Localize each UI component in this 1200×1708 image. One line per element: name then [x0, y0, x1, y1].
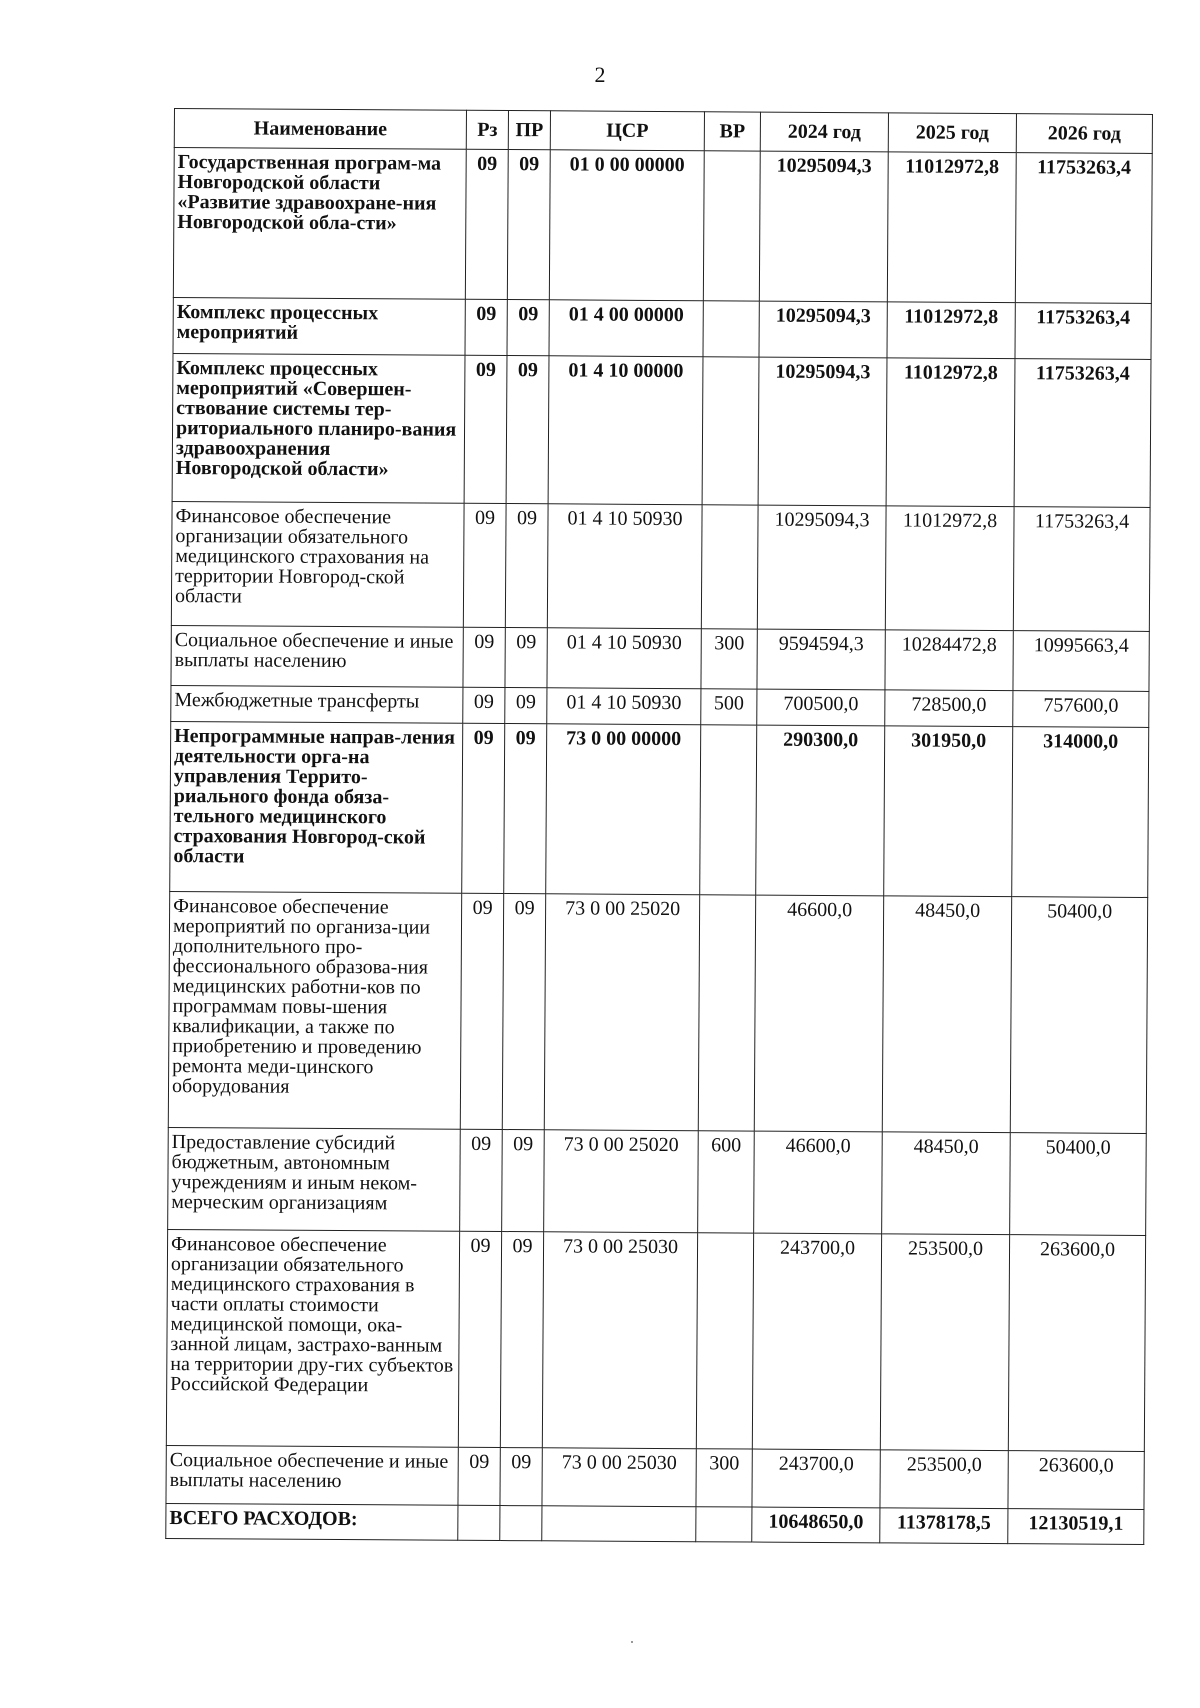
row-2024: 46600,0 — [754, 895, 883, 1132]
row-rz: 09 — [460, 1129, 503, 1231]
row-2026: 11753263,4 — [1014, 359, 1151, 508]
row-csr: 01 4 10 00000 — [548, 356, 703, 505]
row-vr: 500 — [701, 689, 757, 725]
row-2024: 10295094,3 — [757, 505, 886, 630]
table-row — [171, 685, 1149, 727]
table-row — [171, 501, 1150, 631]
page-number: 2 — [594, 62, 606, 87]
scan-speck — [631, 1641, 633, 1643]
row-rz: 09 — [465, 299, 507, 355]
row-pr: 09 — [502, 894, 545, 1130]
header-csr: ЦСР — [550, 111, 704, 151]
row-2025: 11012972,8 — [887, 152, 1016, 303]
row-name: Комплекс процессных мероприятий — [173, 297, 465, 355]
row-2026: 10995663,4 — [1013, 631, 1149, 692]
total-label: ВСЕГО РАСХОДОВ: — [166, 1503, 458, 1540]
row-2026: 11753263,4 — [1015, 303, 1151, 360]
row-2026: 263600,0 — [1008, 1451, 1144, 1510]
row-vr — [703, 301, 759, 357]
row-name: Предоставление субсидий бюджетным, автономным учреждениям и иным неком-мерческим организациям — [168, 1127, 461, 1231]
table-row — [168, 891, 1147, 1133]
table-row — [170, 721, 1149, 897]
row-rz: 09 — [458, 1231, 501, 1447]
table-row — [172, 353, 1151, 507]
row-pr: 09 — [500, 1448, 542, 1506]
row-2024: 243700,0 — [752, 1449, 880, 1508]
row-pr: 09 — [505, 628, 547, 688]
header-pr: ПР — [508, 111, 550, 150]
row-vr — [698, 895, 755, 1131]
row-2025: 48450,0 — [882, 896, 1011, 1133]
row-csr: 73 0 00 25020 — [544, 894, 699, 1131]
row-pr: 09 — [505, 504, 548, 628]
row-csr: 01 4 10 50930 — [547, 688, 701, 725]
row-name: Межбюджетные трансферты — [171, 685, 463, 723]
table-row — [168, 1127, 1147, 1235]
row-pr: 09 — [504, 724, 547, 894]
header-rz: Рз — [466, 110, 508, 149]
header-2026: 2026 год — [1016, 114, 1152, 154]
row-2025: 11012972,8 — [886, 358, 1015, 507]
row-2025: 10284472,8 — [885, 630, 1013, 691]
row-vr — [702, 357, 759, 505]
row-2024: 9594594,3 — [757, 629, 885, 690]
row-2025: 253500,0 — [880, 1234, 1009, 1451]
row-csr: 73 0 00 25030 — [542, 1448, 696, 1507]
row-rz: 09 — [463, 687, 505, 723]
row-csr: 01 4 00 00000 — [549, 300, 703, 357]
row-2025: 253500,0 — [880, 1450, 1008, 1509]
row-2025: 301950,0 — [884, 726, 1013, 897]
row-csr: 73 0 00 00000 — [546, 724, 701, 895]
row-vr — [703, 151, 760, 301]
row-2026: 11753263,4 — [1013, 507, 1150, 632]
row-2026: 314000,0 — [1012, 727, 1149, 898]
row-name: Финансовое обеспечение мероприятий по организа-ции дополнительного про-фессионального образова-ния медицинских работни-ков по программам повы-шения квалификации, а также по приобретению и проведению ремонта меди-цинского оборудования — [168, 891, 461, 1129]
row-2026: 263600,0 — [1008, 1235, 1145, 1452]
table-row — [166, 1445, 1144, 1509]
row-rz: 09 — [463, 627, 505, 687]
table-row — [171, 625, 1149, 691]
row-pr: 09 — [507, 300, 549, 356]
row-name: Непрограммные направ-ления деятельности орга-на управления Террито-риального фонда обяза-тельного медицинского страхования Новгород-ской области — [170, 721, 463, 893]
row-pr: 09 — [507, 150, 550, 300]
row-2026: 757600,0 — [1013, 691, 1149, 728]
row-rz: 09 — [460, 893, 503, 1129]
row-rz: 09 — [464, 355, 507, 503]
header-2024: 2024 год — [760, 112, 888, 152]
row-rz: 09 — [458, 1447, 500, 1505]
row-csr: 01 4 10 50930 — [547, 504, 702, 629]
total-row — [166, 1503, 1144, 1544]
row-pr: 09 — [502, 1130, 545, 1232]
table-row — [173, 297, 1151, 359]
total-vr — [696, 1507, 752, 1542]
header-name: Наименование — [174, 109, 466, 150]
row-csr: 73 0 00 25030 — [542, 1232, 697, 1449]
row-2025: 728500,0 — [885, 690, 1013, 727]
row-vr: 300 — [696, 1449, 752, 1507]
row-2024: 10295094,3 — [759, 301, 887, 358]
row-vr — [701, 505, 758, 629]
row-rz: 09 — [462, 723, 505, 893]
row-2025: 11012972,8 — [887, 302, 1015, 359]
total-2025: 11378178,5 — [880, 1508, 1008, 1544]
row-pr: 09 — [506, 356, 549, 504]
total-rz — [458, 1505, 500, 1540]
row-rz: 09 — [465, 149, 508, 299]
total-2024: 10648650,0 — [752, 1507, 880, 1543]
total-2026: 12130519,1 — [1008, 1509, 1144, 1545]
header-2025: 2025 год — [888, 113, 1016, 153]
row-2025: 11012972,8 — [885, 506, 1014, 631]
row-vr — [696, 1233, 753, 1449]
row-pr: 09 — [500, 1232, 543, 1448]
row-2024: 290300,0 — [756, 725, 885, 896]
table-row — [173, 148, 1152, 304]
header-vr: ВР — [704, 112, 760, 151]
table-header-row — [174, 109, 1152, 154]
row-name: Социальное обеспечение и иные выплаты населению — [171, 625, 463, 687]
table-row — [166, 1229, 1145, 1451]
row-2024: 46600,0 — [754, 1131, 883, 1234]
budget-table — [165, 108, 1153, 1545]
row-name: Финансовое обеспечение организации обязательного медицинского страхования в части оплаты стоимости медицинской помощи, ока-занной лицам, застрахо-ванным на территории дру-гих субъектов Российской Федерации — [166, 1229, 459, 1447]
row-2024: 700500,0 — [757, 689, 885, 726]
total-pr — [500, 1506, 542, 1541]
row-2024: 10295094,3 — [758, 357, 887, 506]
row-2025: 48450,0 — [882, 1132, 1011, 1235]
row-2024: 10295094,3 — [759, 151, 888, 302]
row-csr: 01 4 10 50930 — [547, 628, 701, 689]
row-name: Комплекс процессных мероприятий «Совершен-ствование системы тер-риториального планиро-вания здравоохранения Новгородской области» — [172, 353, 465, 503]
row-vr: 600 — [698, 1131, 755, 1233]
row-name: Финансовое обеспечение организации обязательного медицинского страхования на территории Новгород-ской области — [171, 501, 464, 627]
row-pr: 09 — [505, 688, 547, 724]
row-name: Государственная програм-ма Новгородской области «Развитие здравоохране-ния Новгородской обла-сти» — [173, 148, 466, 300]
total-csr — [542, 1506, 696, 1542]
row-vr: 300 — [701, 629, 757, 689]
row-2026: 11753263,4 — [1015, 153, 1152, 304]
row-rz: 09 — [463, 503, 506, 627]
row-2026: 50400,0 — [1010, 897, 1147, 1134]
row-csr: 73 0 00 25020 — [544, 1130, 699, 1233]
row-2026: 50400,0 — [1010, 1133, 1147, 1236]
row-vr — [700, 725, 757, 895]
row-name: Социальное обеспечение и иные выплаты населению — [166, 1445, 458, 1505]
row-2024: 243700,0 — [752, 1233, 881, 1450]
row-csr: 01 0 00 00000 — [549, 150, 704, 301]
